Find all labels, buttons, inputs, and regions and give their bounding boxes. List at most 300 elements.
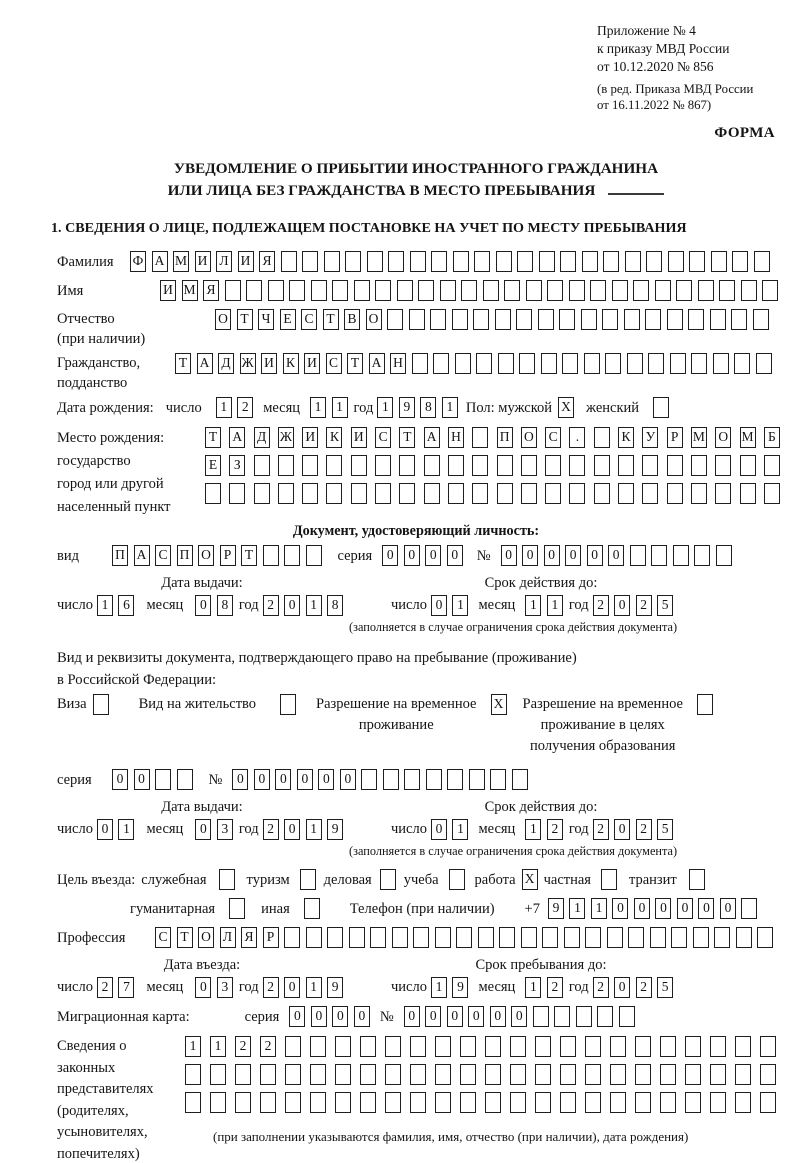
form-cell[interactable] xyxy=(304,898,320,919)
form-cell[interactable]: 9 xyxy=(327,819,343,840)
form-cell[interactable]: 2 xyxy=(593,595,609,616)
form-cell[interactable] xyxy=(510,1036,526,1057)
form-cell[interactable] xyxy=(642,455,658,476)
form-cell[interactable]: Л xyxy=(216,251,232,272)
form-cell[interactable]: X xyxy=(491,694,507,715)
form-cell[interactable] xyxy=(526,280,542,301)
form-cell[interactable] xyxy=(610,1092,626,1113)
form-cell[interactable]: В xyxy=(344,309,360,330)
form-cell[interactable] xyxy=(715,483,731,504)
form-cell[interactable]: А xyxy=(134,545,150,566)
form-cell[interactable] xyxy=(302,455,318,476)
form-cell[interactable] xyxy=(430,309,446,330)
form-cell[interactable]: Т xyxy=(177,927,193,948)
form-cell[interactable] xyxy=(460,1064,476,1085)
form-cell[interactable] xyxy=(569,280,585,301)
form-cell[interactable]: Т xyxy=(237,309,253,330)
form-cell[interactable]: 0 xyxy=(720,898,736,919)
form-cell[interactable]: 2 xyxy=(235,1036,251,1057)
form-cell[interactable] xyxy=(715,455,731,476)
form-cell[interactable] xyxy=(605,353,621,374)
form-cell[interactable] xyxy=(448,483,464,504)
form-cell[interactable] xyxy=(521,483,537,504)
form-cell[interactable] xyxy=(310,1064,326,1085)
form-cell[interactable] xyxy=(385,1036,401,1057)
form-cell[interactable] xyxy=(635,1064,651,1085)
form-cell[interactable] xyxy=(601,869,617,890)
form-cell[interactable] xyxy=(496,251,512,272)
form-cell[interactable] xyxy=(460,1036,476,1057)
form-cell[interactable] xyxy=(603,251,619,272)
form-cell[interactable] xyxy=(473,309,489,330)
form-cell[interactable] xyxy=(541,353,557,374)
form-cell[interactable] xyxy=(210,1064,226,1085)
form-cell[interactable]: И xyxy=(238,251,254,272)
form-cell[interactable] xyxy=(326,483,342,504)
form-cell[interactable] xyxy=(710,1036,726,1057)
form-cell[interactable] xyxy=(345,251,361,272)
form-cell[interactable] xyxy=(410,1036,426,1057)
form-cell[interactable]: О xyxy=(715,427,731,448)
form-cell[interactable] xyxy=(399,455,415,476)
form-cell[interactable] xyxy=(478,927,494,948)
form-cell[interactable] xyxy=(633,280,649,301)
form-cell[interactable] xyxy=(495,309,511,330)
form-cell[interactable] xyxy=(542,927,558,948)
form-cell[interactable] xyxy=(380,869,396,890)
form-cell[interactable]: 0 xyxy=(612,898,628,919)
form-cell[interactable] xyxy=(590,280,606,301)
form-cell[interactable]: 0 xyxy=(501,545,517,566)
form-cell[interactable] xyxy=(642,483,658,504)
form-cell[interactable] xyxy=(472,455,488,476)
form-cell[interactable] xyxy=(260,1064,276,1085)
form-cell[interactable]: 1 xyxy=(452,595,468,616)
form-cell[interactable] xyxy=(691,483,707,504)
form-cell[interactable]: 8 xyxy=(217,595,233,616)
form-cell[interactable] xyxy=(521,455,537,476)
form-cell[interactable] xyxy=(753,309,769,330)
form-cell[interactable] xyxy=(510,1092,526,1113)
form-cell[interactable]: Ф xyxy=(130,251,146,272)
form-cell[interactable]: П xyxy=(177,545,193,566)
form-cell[interactable] xyxy=(559,309,575,330)
form-cell[interactable]: О xyxy=(366,309,382,330)
form-cell[interactable] xyxy=(694,545,710,566)
form-cell[interactable]: 0 xyxy=(232,769,248,790)
form-cell[interactable] xyxy=(302,251,318,272)
form-cell[interactable]: Р xyxy=(220,545,236,566)
form-cell[interactable] xyxy=(740,483,756,504)
form-cell[interactable]: 8 xyxy=(327,595,343,616)
form-cell[interactable]: 0 xyxy=(284,819,300,840)
form-cell[interactable]: А xyxy=(229,427,245,448)
form-cell[interactable] xyxy=(504,280,520,301)
form-cell[interactable] xyxy=(569,455,585,476)
form-cell[interactable] xyxy=(648,353,664,374)
form-cell[interactable] xyxy=(569,483,585,504)
form-cell[interactable] xyxy=(455,353,471,374)
form-cell[interactable]: Т xyxy=(241,545,257,566)
form-cell[interactable] xyxy=(284,545,300,566)
form-cell[interactable] xyxy=(610,1036,626,1057)
form-cell[interactable] xyxy=(326,455,342,476)
form-cell[interactable] xyxy=(285,1036,301,1057)
form-cell[interactable] xyxy=(205,483,221,504)
form-cell[interactable] xyxy=(585,1036,601,1057)
form-cell[interactable] xyxy=(732,251,748,272)
form-cell[interactable]: 2 xyxy=(636,977,652,998)
form-cell[interactable]: 0 xyxy=(608,545,624,566)
form-cell[interactable]: Т xyxy=(175,353,191,374)
form-cell[interactable]: 0 xyxy=(522,545,538,566)
form-cell[interactable]: Р xyxy=(263,927,279,948)
form-cell[interactable] xyxy=(693,927,709,948)
form-cell[interactable] xyxy=(764,483,780,504)
form-cell[interactable]: О xyxy=(198,545,214,566)
form-cell[interactable] xyxy=(625,251,641,272)
form-cell[interactable]: 2 xyxy=(97,977,113,998)
form-cell[interactable] xyxy=(310,1036,326,1057)
form-cell[interactable] xyxy=(335,1064,351,1085)
form-cell[interactable] xyxy=(560,251,576,272)
form-cell[interactable] xyxy=(645,309,661,330)
form-cell[interactable]: 1 xyxy=(525,819,541,840)
form-cell[interactable]: 0 xyxy=(297,769,313,790)
form-cell[interactable] xyxy=(635,1092,651,1113)
form-cell[interactable]: Е xyxy=(205,455,221,476)
form-cell[interactable] xyxy=(607,927,623,948)
form-cell[interactable] xyxy=(673,545,689,566)
form-cell[interactable] xyxy=(453,251,469,272)
form-cell[interactable]: 1 xyxy=(452,819,468,840)
form-cell[interactable] xyxy=(689,251,705,272)
form-cell[interactable] xyxy=(716,545,732,566)
form-cell[interactable] xyxy=(440,280,456,301)
form-cell[interactable]: Ж xyxy=(278,427,294,448)
form-cell[interactable] xyxy=(460,1092,476,1113)
form-cell[interactable] xyxy=(424,483,440,504)
form-cell[interactable] xyxy=(413,927,429,948)
form-cell[interactable] xyxy=(260,1092,276,1113)
form-cell[interactable] xyxy=(497,483,513,504)
form-cell[interactable] xyxy=(360,1064,376,1085)
form-cell[interactable]: 1 xyxy=(591,898,607,919)
form-cell[interactable] xyxy=(235,1064,251,1085)
form-cell[interactable] xyxy=(660,1064,676,1085)
form-cell[interactable] xyxy=(278,483,294,504)
form-cell[interactable]: 1 xyxy=(306,977,322,998)
form-cell[interactable]: 9 xyxy=(452,977,468,998)
form-cell[interactable] xyxy=(667,483,683,504)
form-cell[interactable]: Т xyxy=(399,427,415,448)
form-cell[interactable] xyxy=(435,927,451,948)
form-cell[interactable]: 1 xyxy=(431,977,447,998)
form-cell[interactable] xyxy=(447,769,463,790)
form-cell[interactable]: 0 xyxy=(275,769,291,790)
form-cell[interactable]: 0 xyxy=(354,1006,370,1027)
form-cell[interactable]: С xyxy=(155,545,171,566)
form-cell[interactable]: Д xyxy=(254,427,270,448)
form-cell[interactable]: 0 xyxy=(340,769,356,790)
form-cell[interactable] xyxy=(351,455,367,476)
form-cell[interactable] xyxy=(688,309,704,330)
form-cell[interactable]: 0 xyxy=(382,545,398,566)
form-cell[interactable]: 1 xyxy=(332,397,348,418)
form-cell[interactable]: 1 xyxy=(310,397,326,418)
form-cell[interactable]: К xyxy=(283,353,299,374)
form-cell[interactable]: 0 xyxy=(587,545,603,566)
form-cell[interactable] xyxy=(517,251,533,272)
form-cell[interactable]: 1 xyxy=(306,595,322,616)
form-cell[interactable] xyxy=(585,1064,601,1085)
form-cell[interactable] xyxy=(177,769,193,790)
form-cell[interactable] xyxy=(685,1092,701,1113)
form-cell[interactable] xyxy=(714,927,730,948)
form-cell[interactable] xyxy=(383,769,399,790)
form-cell[interactable] xyxy=(740,455,756,476)
form-cell[interactable] xyxy=(710,309,726,330)
form-cell[interactable]: 2 xyxy=(263,819,279,840)
form-cell[interactable]: 0 xyxy=(318,769,334,790)
form-cell[interactable] xyxy=(310,1092,326,1113)
form-cell[interactable]: 0 xyxy=(655,898,671,919)
form-cell[interactable] xyxy=(676,280,692,301)
form-cell[interactable] xyxy=(560,1036,576,1057)
form-cell[interactable]: Т xyxy=(347,353,363,374)
form-cell[interactable] xyxy=(610,1064,626,1085)
form-cell[interactable] xyxy=(452,309,468,330)
form-cell[interactable] xyxy=(618,483,634,504)
form-cell[interactable]: 1 xyxy=(377,397,393,418)
form-cell[interactable] xyxy=(655,280,671,301)
form-cell[interactable] xyxy=(731,309,747,330)
form-cell[interactable]: Е xyxy=(280,309,296,330)
form-cell[interactable] xyxy=(410,1064,426,1085)
form-cell[interactable]: 0 xyxy=(195,819,211,840)
form-cell[interactable]: 1 xyxy=(525,977,541,998)
form-cell[interactable] xyxy=(653,397,669,418)
form-cell[interactable] xyxy=(225,280,241,301)
form-cell[interactable] xyxy=(594,455,610,476)
form-cell[interactable] xyxy=(461,280,477,301)
form-cell[interactable] xyxy=(385,1092,401,1113)
form-cell[interactable] xyxy=(564,927,580,948)
form-cell[interactable] xyxy=(691,455,707,476)
form-cell[interactable]: 3 xyxy=(217,977,233,998)
form-cell[interactable]: 0 xyxy=(195,595,211,616)
form-cell[interactable] xyxy=(472,483,488,504)
form-cell[interactable] xyxy=(670,353,686,374)
form-cell[interactable] xyxy=(711,251,727,272)
form-cell[interactable]: 0 xyxy=(195,977,211,998)
form-cell[interactable]: 0 xyxy=(425,1006,441,1027)
form-cell[interactable] xyxy=(735,1064,751,1085)
form-cell[interactable]: 5 xyxy=(657,819,673,840)
form-cell[interactable] xyxy=(760,1092,776,1113)
form-cell[interactable] xyxy=(254,455,270,476)
form-cell[interactable] xyxy=(335,1036,351,1057)
form-cell[interactable] xyxy=(409,309,425,330)
form-cell[interactable] xyxy=(280,694,296,715)
form-cell[interactable] xyxy=(650,927,666,948)
form-cell[interactable]: . xyxy=(569,427,585,448)
form-cell[interactable] xyxy=(560,1064,576,1085)
form-cell[interactable]: Ч xyxy=(258,309,274,330)
form-cell[interactable] xyxy=(736,927,752,948)
form-cell[interactable] xyxy=(594,427,610,448)
form-cell[interactable] xyxy=(627,353,643,374)
form-cell[interactable]: 1 xyxy=(185,1036,201,1057)
form-cell[interactable] xyxy=(360,1092,376,1113)
form-cell[interactable]: 0 xyxy=(447,1006,463,1027)
form-cell[interactable]: 2 xyxy=(636,819,652,840)
form-cell[interactable]: Р xyxy=(667,427,683,448)
form-cell[interactable] xyxy=(235,1092,251,1113)
form-cell[interactable] xyxy=(691,353,707,374)
form-cell[interactable] xyxy=(547,280,563,301)
form-cell[interactable]: А xyxy=(369,353,385,374)
form-cell[interactable] xyxy=(713,353,729,374)
form-cell[interactable]: Я xyxy=(203,280,219,301)
form-cell[interactable] xyxy=(324,251,340,272)
form-cell[interactable] xyxy=(584,353,600,374)
form-cell[interactable] xyxy=(289,280,305,301)
form-cell[interactable]: 0 xyxy=(614,819,630,840)
form-cell[interactable]: 0 xyxy=(511,1006,527,1027)
form-cell[interactable]: Б xyxy=(764,427,780,448)
form-cell[interactable]: X xyxy=(522,869,538,890)
form-cell[interactable] xyxy=(306,545,322,566)
form-cell[interactable]: 0 xyxy=(447,545,463,566)
form-cell[interactable]: 0 xyxy=(97,819,113,840)
form-cell[interactable]: А xyxy=(152,251,168,272)
form-cell[interactable] xyxy=(760,1064,776,1085)
form-cell[interactable]: Я xyxy=(241,927,257,948)
form-cell[interactable] xyxy=(210,1092,226,1113)
form-cell[interactable] xyxy=(335,1092,351,1113)
form-cell[interactable]: 1 xyxy=(569,898,585,919)
form-cell[interactable] xyxy=(741,898,757,919)
form-cell[interactable] xyxy=(219,869,235,890)
form-cell[interactable]: И xyxy=(351,427,367,448)
form-cell[interactable]: 0 xyxy=(614,595,630,616)
form-cell[interactable] xyxy=(311,280,327,301)
form-cell[interactable]: И xyxy=(261,353,277,374)
form-cell[interactable]: 0 xyxy=(490,1006,506,1027)
form-cell[interactable]: 0 xyxy=(254,769,270,790)
form-cell[interactable] xyxy=(698,280,714,301)
form-cell[interactable]: 1 xyxy=(97,595,113,616)
form-cell[interactable]: А xyxy=(197,353,213,374)
form-cell[interactable]: Т xyxy=(205,427,221,448)
form-cell[interactable] xyxy=(483,280,499,301)
form-cell[interactable]: С xyxy=(155,927,171,948)
form-cell[interactable] xyxy=(93,694,109,715)
form-cell[interactable] xyxy=(619,1006,635,1027)
form-cell[interactable] xyxy=(719,280,735,301)
form-cell[interactable] xyxy=(668,251,684,272)
form-cell[interactable]: 2 xyxy=(593,977,609,998)
form-cell[interactable] xyxy=(300,869,316,890)
form-cell[interactable] xyxy=(618,455,634,476)
form-cell[interactable] xyxy=(710,1092,726,1113)
form-cell[interactable] xyxy=(410,1092,426,1113)
form-cell[interactable] xyxy=(185,1092,201,1113)
form-cell[interactable] xyxy=(735,1092,751,1113)
form-cell[interactable] xyxy=(418,280,434,301)
form-cell[interactable]: 8 xyxy=(420,397,436,418)
form-cell[interactable] xyxy=(760,1036,776,1057)
form-cell[interactable]: 0 xyxy=(544,545,560,566)
form-cell[interactable] xyxy=(397,280,413,301)
form-cell[interactable] xyxy=(757,927,773,948)
form-cell[interactable]: 2 xyxy=(547,819,563,840)
form-cell[interactable]: 1 xyxy=(216,397,232,418)
form-cell[interactable]: 2 xyxy=(260,1036,276,1057)
form-cell[interactable] xyxy=(734,353,750,374)
form-cell[interactable] xyxy=(510,1064,526,1085)
form-cell[interactable]: С xyxy=(375,427,391,448)
form-cell[interactable] xyxy=(685,1036,701,1057)
form-cell[interactable] xyxy=(535,1064,551,1085)
form-cell[interactable]: Ж xyxy=(240,353,256,374)
form-cell[interactable] xyxy=(285,1064,301,1085)
form-cell[interactable] xyxy=(764,455,780,476)
form-cell[interactable] xyxy=(521,927,537,948)
form-cell[interactable] xyxy=(697,694,713,715)
form-cell[interactable] xyxy=(597,1006,613,1027)
form-cell[interactable] xyxy=(349,927,365,948)
form-cell[interactable] xyxy=(435,1064,451,1085)
form-cell[interactable] xyxy=(476,353,492,374)
form-cell[interactable] xyxy=(360,1036,376,1057)
form-cell[interactable] xyxy=(635,1036,651,1057)
form-cell[interactable]: 0 xyxy=(332,1006,348,1027)
form-cell[interactable] xyxy=(431,251,447,272)
form-cell[interactable] xyxy=(545,483,561,504)
form-cell[interactable]: 1 xyxy=(525,595,541,616)
form-cell[interactable] xyxy=(456,927,472,948)
form-cell[interactable]: 2 xyxy=(636,595,652,616)
form-cell[interactable]: 1 xyxy=(118,819,134,840)
form-cell[interactable]: Д xyxy=(218,353,234,374)
form-cell[interactable] xyxy=(671,927,687,948)
form-cell[interactable]: 2 xyxy=(593,819,609,840)
form-cell[interactable] xyxy=(375,280,391,301)
form-cell[interactable] xyxy=(651,545,667,566)
form-cell[interactable] xyxy=(361,769,377,790)
form-cell[interactable]: С xyxy=(545,427,561,448)
form-cell[interactable] xyxy=(246,280,262,301)
form-cell[interactable] xyxy=(354,280,370,301)
form-cell[interactable]: 0 xyxy=(404,545,420,566)
form-cell[interactable]: 9 xyxy=(399,397,415,418)
form-cell[interactable]: Н xyxy=(390,353,406,374)
form-cell[interactable]: 5 xyxy=(657,595,673,616)
form-cell[interactable] xyxy=(535,1036,551,1057)
form-cell[interactable] xyxy=(735,1036,751,1057)
form-cell[interactable]: И xyxy=(160,280,176,301)
form-cell[interactable]: 0 xyxy=(284,595,300,616)
form-cell[interactable]: А xyxy=(424,427,440,448)
form-cell[interactable]: О xyxy=(198,927,214,948)
form-cell[interactable] xyxy=(306,927,322,948)
form-cell[interactable]: 9 xyxy=(548,898,564,919)
form-cell[interactable] xyxy=(412,353,428,374)
form-cell[interactable]: С xyxy=(301,309,317,330)
form-cell[interactable] xyxy=(472,427,488,448)
